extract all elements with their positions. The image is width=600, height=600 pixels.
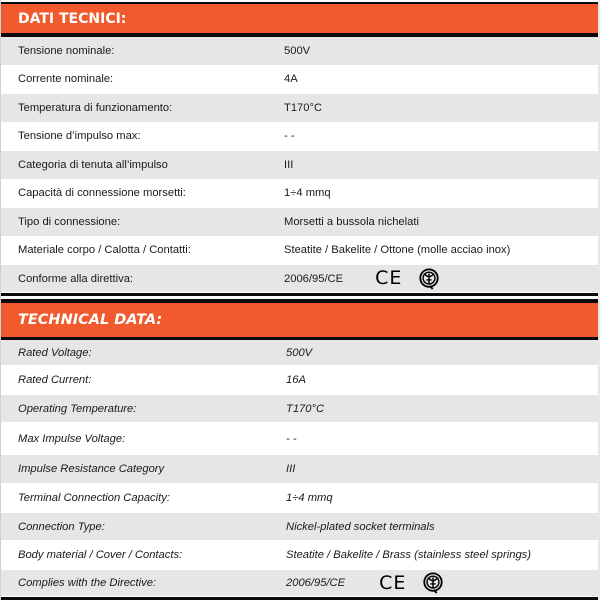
row-label: Rated Voltage:	[18, 346, 92, 359]
table-row	[1, 37, 598, 66]
row-value: 4A	[284, 73, 298, 86]
ce-mark-icon: CE	[379, 571, 407, 594]
row-value: III	[286, 463, 296, 475]
row-label: Impulse Resistance Category	[18, 463, 165, 475]
row-value: 16A	[286, 374, 306, 386]
section-title-en: TECHNICAL DATA:	[18, 312, 163, 328]
row-value: 2006/95/CE	[286, 577, 346, 589]
row-label: Terminal Connection Capacity:	[18, 492, 170, 504]
row-label: Materiale corpo / Calotta / Contatti:	[18, 244, 191, 257]
table-row	[1, 366, 598, 395]
row-label: Temperatura di funzionamento:	[18, 101, 173, 114]
table-row	[1, 123, 598, 152]
spec-table-it	[1, 37, 598, 293]
row-label: Body material / Cover / Contacts:	[18, 549, 183, 561]
row-label: Operating Temperature:	[18, 402, 137, 415]
row-label: Max Impulse Voltage:	[18, 432, 126, 445]
row-label: Categoria di tenuta all’impulso	[18, 158, 168, 171]
ce-mark-icon: CE	[375, 267, 403, 289]
table-row	[1, 66, 598, 95]
table-row	[1, 455, 598, 484]
section-title-it: DATI TECNICI:	[18, 10, 127, 27]
row-value: Steatite / Bakelite / Brass (stainless steel springs)	[286, 549, 531, 561]
section-header-en	[1, 303, 598, 337]
row-label: Capacità di connessione morsetti:	[18, 187, 186, 200]
row-label: Corrente nominale:	[18, 73, 114, 86]
row-value: 500V	[286, 346, 313, 359]
row-label: Tensione nominale:	[18, 44, 115, 57]
row-value: Morsetti a bussola nichelati	[284, 215, 419, 228]
table-row	[1, 513, 598, 541]
table-row	[1, 237, 598, 266]
row-label: Connection Type:	[18, 520, 105, 533]
row-value: - -	[284, 130, 295, 143]
row-label: Complies with the Directive:	[18, 577, 157, 589]
section-divider-rule	[1, 293, 598, 296]
table-row	[1, 94, 598, 123]
imq-certification-icon	[422, 572, 444, 594]
table-row	[1, 340, 598, 366]
certification-marks	[375, 268, 440, 290]
row-label: Rated Current:	[18, 374, 92, 386]
row-value-cell	[268, 572, 598, 594]
row-value: - -	[286, 432, 297, 445]
table-row	[1, 151, 598, 180]
row-value: Nickel-plated socket terminals	[286, 520, 435, 533]
row-label: Tipo di connessione:	[18, 215, 121, 228]
row-value-cell	[268, 268, 598, 290]
spec-table-en	[1, 340, 598, 597]
row-value: T170°C	[286, 402, 325, 415]
row-value: Steatite / Bakelite / Ottone (molle acciao inox)	[284, 244, 511, 257]
table-row	[1, 484, 598, 513]
certification-marks	[379, 572, 444, 594]
table-row	[1, 180, 598, 209]
table-row	[1, 395, 598, 423]
row-value: 2006/95/CE	[284, 272, 344, 285]
table-row	[1, 570, 598, 597]
row-label: Tensione d’impulso max:	[18, 130, 141, 143]
row-value: III	[284, 158, 294, 171]
table-row	[1, 265, 598, 293]
row-value: 500V	[284, 44, 311, 57]
table-row	[1, 541, 598, 570]
table-row	[1, 423, 598, 455]
table-row	[1, 208, 598, 237]
row-value: T170°C	[284, 101, 323, 114]
row-value: 1÷4 mmq	[286, 492, 333, 504]
row-value: 1÷4 mmq	[284, 187, 331, 200]
row-label: Conforme alla direttiva:	[18, 272, 134, 285]
section-header-it	[1, 4, 598, 33]
imq-certification-icon	[418, 268, 440, 290]
